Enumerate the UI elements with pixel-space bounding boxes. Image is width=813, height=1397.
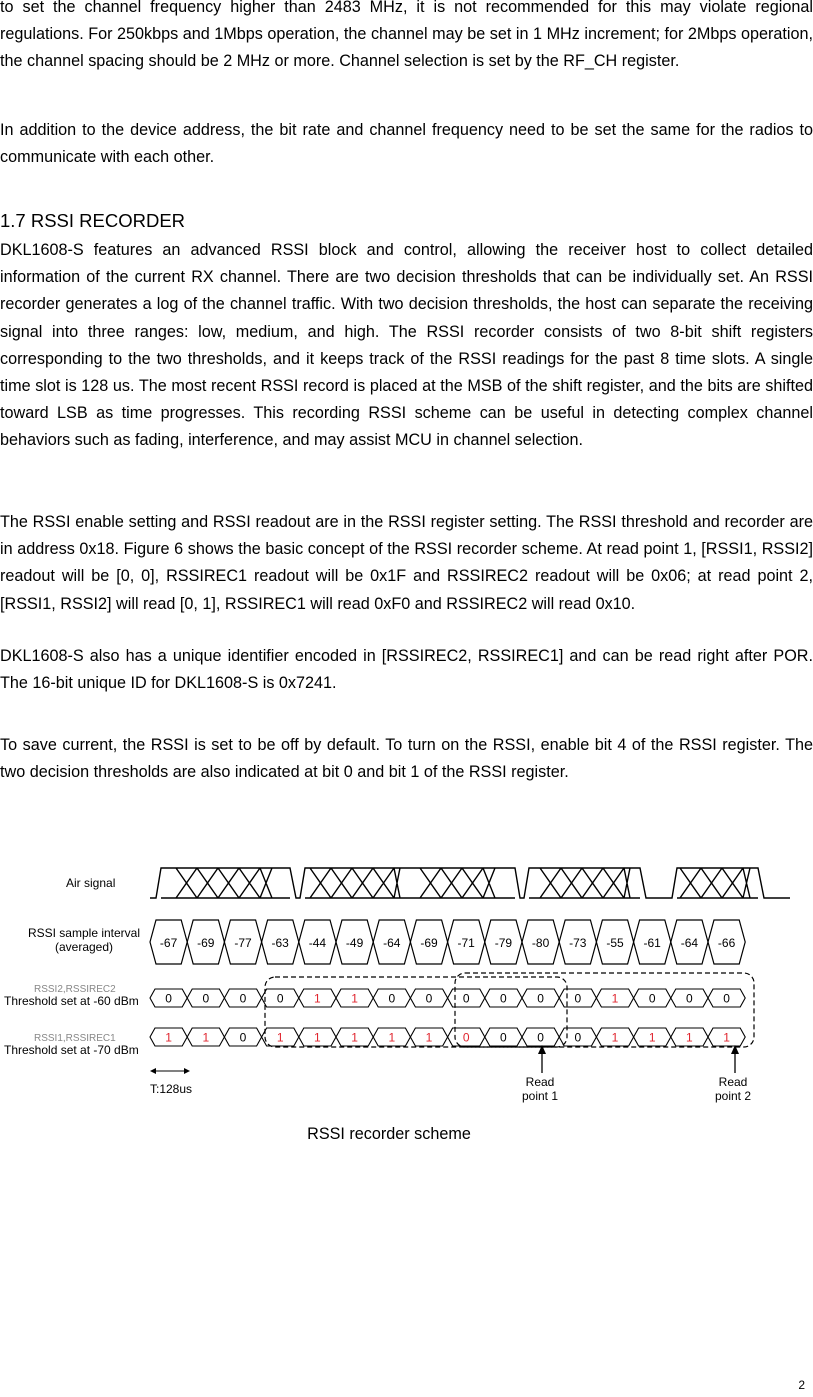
rssi2-register-label: RSSI2,RSSIREC2 — [34, 984, 116, 995]
rssi1-bit: 1 — [202, 1030, 210, 1045]
rssi2-bit: 0 — [425, 991, 433, 1006]
rssi-sample-value: -49 — [345, 936, 364, 950]
rssi-sample-value: -63 — [271, 936, 289, 950]
rssi2-threshold-label: Threshold set at -60 dBm — [4, 994, 139, 1008]
rssi2-bit: 1 — [314, 991, 321, 1006]
read-point-1-label-line2: point 1 — [521, 1089, 559, 1103]
read-point-2-label-line2: point 2 — [714, 1089, 752, 1103]
rssi1-bit: 1 — [723, 1030, 730, 1045]
rssi2-bit-row — [150, 989, 745, 1007]
rssi2-bit: 0 — [462, 991, 470, 1006]
rssi2-bit: 1 — [611, 991, 619, 1006]
rssi-sample-value: -61 — [643, 936, 661, 950]
rssi-sample-value: -55 — [606, 936, 624, 950]
rssi2-bit: 0 — [537, 991, 544, 1006]
rssi1-bit: 1 — [388, 1030, 396, 1045]
rssi-sample-value: -69 — [197, 936, 215, 950]
rssi2-bit: 0 — [239, 991, 247, 1006]
rssi2-bit: 1 — [351, 991, 358, 1006]
rssi1-bit: 1 — [686, 1030, 693, 1045]
rssi1-bit: 0 — [500, 1030, 507, 1045]
paragraph-channel-frequency: to set the channel frequency higher than 2483 MHz, it is not recommended for this may violate regional regulations. For 250kbps and 1Mbps operation, the channel may be set in 1 MHz increment; for 2Mbps operation, the channel spacing should be 2 MHz or more. Channel selection is set by the RF_CH register. — [0, 0, 813, 71]
figure-caption: RSSI recorder scheme — [307, 1125, 471, 1143]
read-point-1-arrow — [538, 1045, 546, 1073]
rssi-sample-label-averaged: (averaged) — [54, 940, 114, 954]
rssi1-bit: 1 — [314, 1030, 321, 1045]
rssi1-bit: 1 — [351, 1030, 358, 1045]
rssi2-bit: 0 — [648, 991, 656, 1006]
rssi1-bit: 1 — [276, 1030, 284, 1045]
rssi-recorder-figure — [0, 850, 813, 1115]
rssi1-threshold-label: Threshold set at -70 dBm — [4, 1043, 139, 1057]
rssi-sample-value: -64 — [383, 936, 401, 950]
time-slot-label: T:128us — [150, 1082, 193, 1096]
paragraph-unique-id: DKL1608-S also has a unique identifier encoded in [RSSIREC2, RSSIREC1] and can be read right after POR. The 16-bit unique ID for DKL1608-S is 0x7241. — [0, 647, 813, 693]
air-signal-label: Air signal — [66, 876, 116, 890]
read-point-2-arrow — [731, 1045, 739, 1073]
rssi1-bit: 0 — [239, 1030, 247, 1045]
rssi-sample-value: -69 — [420, 936, 438, 950]
rssi1-bit: 1 — [425, 1030, 433, 1045]
rssi-sample-label: RSSI sample interval — [27, 926, 141, 940]
paragraph-save-current: To save current, the RSSI is set to be off by default. To turn on the RSSI, enable bit 4 of the RSSI register. The two decision thresholds are also indicated at bit 0 and bit 1 of the RSSI register. — [0, 736, 813, 782]
read-window-boxes — [265, 973, 754, 1047]
rssi-sample-value: -71 — [457, 936, 475, 950]
rssi1-bit: 0 — [537, 1030, 544, 1045]
rssi1-register-label: RSSI1,RSSIREC1 — [34, 1033, 116, 1044]
rssi1-bit: 1 — [165, 1030, 172, 1045]
rssi1-bit: 0 — [574, 1030, 582, 1045]
rssi-sample-row — [150, 920, 745, 964]
rssi2-bit: 0 — [574, 991, 582, 1006]
rssi-sample-value: -64 — [680, 936, 699, 950]
paragraph-device-address: In addition to the device address, the bit rate and channel frequency need to be set the same for the radios to communicate with each other. — [0, 121, 813, 167]
air-signal-path — [150, 868, 790, 898]
rssi-sample-value: -44 — [308, 936, 327, 950]
rssi2-bit: 0 — [165, 991, 172, 1006]
read-point-1-label: Read — [525, 1075, 555, 1089]
rssi-sample-value: -79 — [494, 936, 513, 950]
rssi2-bit: 0 — [686, 991, 693, 1006]
rssi-sample-value: -73 — [569, 936, 587, 950]
rssi-sample-value: -66 — [717, 936, 736, 950]
paragraph-rssi-features: DKL1608-S features an advanced RSSI block and control, allowing the receiver host to collect detailed information of the current RX channel. There are two decision thresholds that can be individually set. An RSSI recorder generates a log of the channel traffic. With two decision thresholds, the host can separate the receiving signal into three ranges: low, medium, and high. The RSSI recorder consists of two 8-bit shift registers corresponding to the two thresholds, and it keeps track of the RSSI readings for the past 8 time slots. A single time slot is 128 us. The most recent RSSI record is placed at the MSB of the shift register, and the bits are shifted toward LSB as time progresses. This recording RSSI scheme can be useful in detecting complex channel behaviors such as fading, interference, and may assist MCU in channel selection. — [0, 241, 813, 450]
rssi2-bit: 0 — [276, 991, 284, 1006]
rssi1-bit: 0 — [462, 1030, 470, 1045]
rssi-sample-value: -67 — [159, 936, 178, 950]
rssi-sample-value: -77 — [234, 936, 252, 950]
rssi1-bit-row — [150, 1028, 745, 1046]
rssi1-bit: 1 — [648, 1030, 656, 1045]
rssi1-bit: 1 — [611, 1030, 619, 1045]
rssi-sample-value: -80 — [531, 936, 550, 950]
read-point-2-label: Read — [718, 1075, 748, 1089]
rssi2-bit: 0 — [388, 991, 396, 1006]
rssi2-bit: 0 — [723, 991, 730, 1006]
page-number: 2 — [798, 1378, 805, 1392]
paragraph-rssi-readout: The RSSI enable setting and RSSI readout are in the RSSI register setting. The RSSI threshold and recorder are in address 0x18. Figure 6 shows the basic concept of the RSSI recorder scheme. At read point 1, [RSSI1, RSSI2] readout will be [0, 0], RSSIREC1 readout will be 0x1F and RSSIREC2 readout will be 0x06; at read point 2, [RSSI1, RSSI2] will read [0, 1], RSSIREC1 will read 0xF0 and RSSIREC2 will read 0x10. — [0, 513, 813, 613]
rssi2-bit: 0 — [202, 991, 210, 1006]
section-heading: 1.7 RSSI RECORDER — [0, 210, 186, 231]
time-slot-arrow — [150, 1068, 190, 1074]
rssi2-bit: 0 — [500, 991, 507, 1006]
air-signal-waveform — [150, 868, 790, 898]
